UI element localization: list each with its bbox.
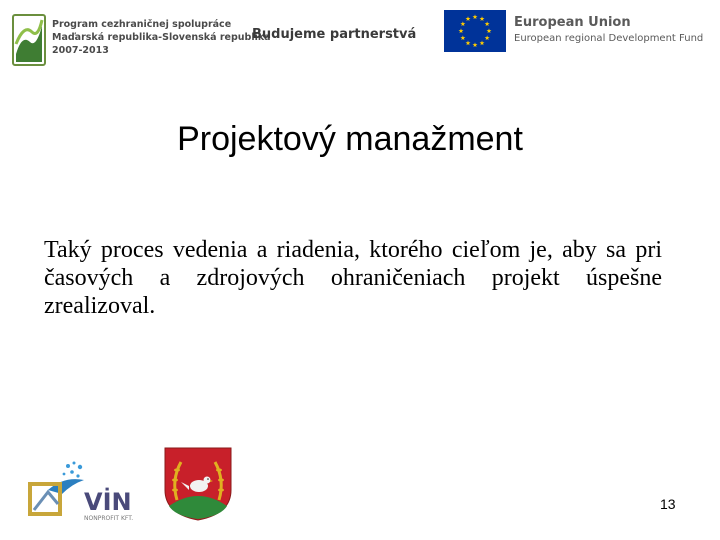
slide-title	[0, 120, 700, 159]
slide-title-text: Projektový manažment	[177, 120, 523, 158]
program-logo-icon	[12, 14, 46, 66]
municipal-crest-icon	[163, 446, 233, 522]
slide-body: Taký proces vedenia a riadenia, ktorého cieľom je, aby sa pri časových a zdrojových ohraničeniach projekt úspešne zrealizoval.	[44, 237, 662, 319]
program-line-3: 2007-2013	[52, 45, 109, 56]
vin-subtext: NONPROFIT KFT.	[84, 515, 134, 522]
eu-title: European Union	[514, 15, 631, 30]
page-number: 13	[660, 496, 676, 512]
vin-wordmark: VİN	[84, 488, 132, 516]
program-line-2: Maďarská republika-Slovenská republika	[52, 32, 271, 43]
slogan: Budujeme partnerstvá	[252, 27, 417, 42]
eu-flag-icon	[444, 10, 506, 52]
program-text	[52, 18, 271, 57]
program-logo	[12, 12, 271, 68]
program-line-1: Program cezhraničnej spolupráce	[52, 19, 232, 30]
eu-label	[514, 15, 703, 44]
eu-subtitle: European regional Development Fund	[514, 33, 704, 44]
vin-logo	[28, 458, 146, 524]
